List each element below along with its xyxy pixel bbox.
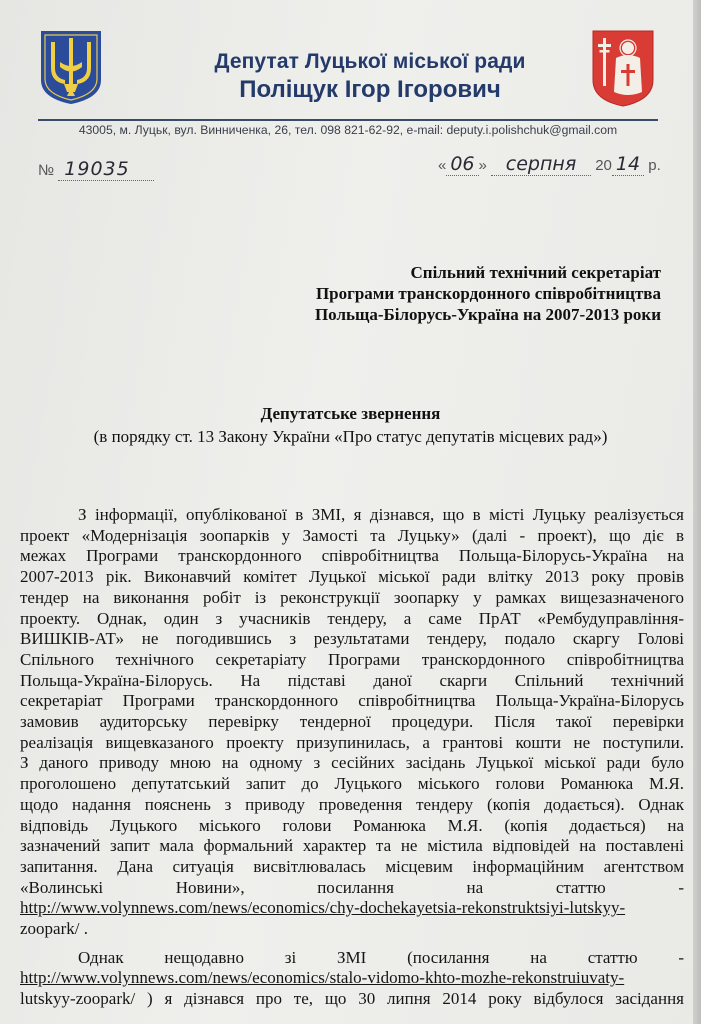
number-value: 19035 (58, 158, 154, 181)
article-link[interactable]: http://www.volynnews.com/news/economics/stalo-vidomo-khto-mozhe-rekonstruiuvaty- (20, 968, 625, 988)
body-line: lutskyy-zoopark/ ) я дізнався про те, що 30 липня 2014 року відбулося засідання (20, 989, 684, 1009)
body-line: 2007-2013 рік. Виконавчий комітет Луцької міської ради влітку 2013 року провів (20, 567, 684, 587)
recipient-line: Програми транскордонного співробітництва (315, 284, 661, 303)
body-line: запитання. Дана ситуація висвітлювалась місцевим інформаційним агентством (20, 856, 684, 876)
date-suffix: р. (648, 157, 661, 174)
body-line: замовив аудиторську перевірку тендерної процедури. Після такої перевірки (20, 712, 684, 732)
date-month: серпня (491, 153, 591, 176)
document-title: Депутатське звернення (260, 404, 441, 423)
date-year-suffix: 14 (612, 153, 644, 176)
body-line: відповідь Луцького міського голови Романюка М.Я. (копія додається) на (20, 815, 684, 835)
deputy-name: Поліщук Ігор Ігорович (239, 76, 501, 103)
body-line: проект «Модернізація зоопарків у Замості та Луцьку» (далі - проект), що діє в (20, 525, 684, 545)
body-line: межах Програми транскордонного співробітництва Польща-Білорусь-Україна на (20, 546, 684, 566)
recipient-line: Польща-Білорусь-Україна на 2007-2013 роки (314, 305, 661, 324)
header-divider (38, 119, 658, 121)
body-line: тендер на виконання робіт із реконструкції зоопарку у рамках вищезазначеного (20, 587, 684, 607)
body-line: реалізація вищевказаного проекту призупинилась, а грантові кошти не поступили. (20, 732, 684, 752)
date-open-quote: « (438, 157, 447, 174)
recipient-line: Спільний технічний секретаріат (410, 263, 661, 282)
date-day: 06 (446, 153, 478, 176)
header-address: 43005, м. Луцьк, вул. Винниченка, 26, тел. 098 821-62-92, e-mail: deputy.i.polishchuk@gmail.com (78, 123, 618, 137)
body-line: З інформації, опублікованої в ЗМІ, я дізнався, що в місті Луцьку реалізується (78, 505, 684, 524)
article-link[interactable]: http://www.volynnews.com/news/economics/chy-dochekayetsia-rekonstruktsiyi-lutskyy- (20, 898, 626, 918)
date-close-quote: » (478, 157, 487, 174)
page-edge (693, 0, 701, 1024)
date-year-prefix: 20 (595, 157, 612, 174)
body-line: «Волинські Новини», посилання на статтю - (20, 877, 684, 897)
letter-date (438, 153, 661, 176)
body-line: ВИШКІВ-АТ» не погодившись з результатами тендеру, подало скаргу Голові (20, 629, 684, 649)
body-line: проголошено депутатський запит до Луцького міського голови Романюка М.Я. (20, 774, 684, 794)
ukraine-trident-icon (38, 28, 104, 106)
body-line: Спільного технічного секретаріату Програми транскордонного співробітництва (20, 649, 684, 669)
body-line: проекту. Однак, один з учасників тендеру, а саме ПрАТ «Рембудуправління- (20, 608, 684, 628)
registration-number (38, 158, 154, 181)
number-prefix: № (38, 162, 55, 179)
recipient-block (315, 262, 661, 325)
body-line: Польща-Україна-Білорусь. На підставі даної скарги Спільний технічний (20, 670, 684, 690)
body-line: секретаріат Програми транскордонного співробітництва Польща-Україна-Білорусь (20, 691, 684, 711)
body-line: зазначений запит мала формальний характер та не містила відповідей на поставлені (20, 836, 684, 856)
article-link-tail[interactable]: zoopark/ . (20, 919, 88, 939)
body-line: Однак нещодавно зі ЗМІ (посилання на статтю - (78, 947, 684, 967)
body-line: щодо надання пояснень з приводу проведення тендеру (копія додається). Однак (20, 794, 684, 814)
body-line: З даного приводу мною на одному з сесійних засідань Луцької міської ради було (20, 753, 684, 773)
document-subtitle: (в порядку ст. 13 Закону України «Про статус депутатів місцевих рад») (93, 427, 608, 446)
deputy-title: Депутат Луцької міської ради (214, 50, 526, 73)
letter-body (20, 505, 684, 1010)
lutsk-city-emblem-icon (590, 28, 656, 108)
